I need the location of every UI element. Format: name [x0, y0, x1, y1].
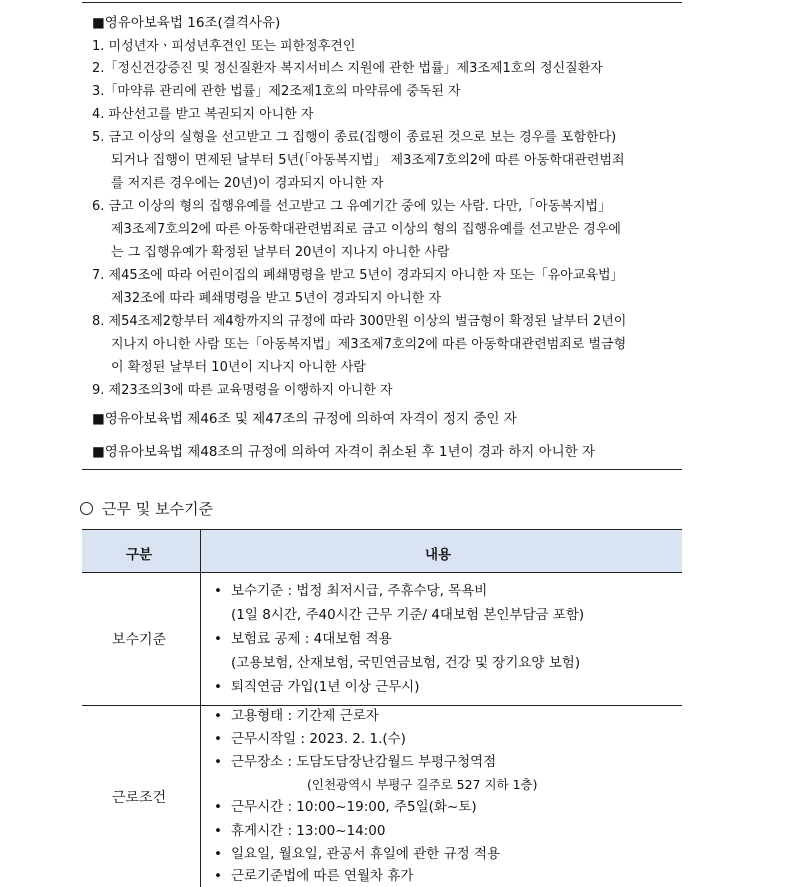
- section-title: [80, 498, 213, 519]
- table-cell-line: • 근무시작일 : 2023. 2. 1.(수): [214, 731, 406, 747]
- list-item-continued: 지나지 아니한 사람 또는「아동복지법」제3조제7호의2에 따른 아동학대관련범죄로 벌금형: [111, 337, 627, 352]
- table-cell-line: • 휴게시간 : 13:00~14:00: [214, 823, 386, 839]
- work-pay-table: [82, 529, 682, 887]
- column-header-category: 구분: [126, 547, 153, 563]
- list-item: 7. 제45조에 따라 어린이집의 폐쇄명령을 받고 5년이 경과되지 아니한 자 또는「유아교육법」: [92, 268, 624, 283]
- row-label-pay: 보수기준: [112, 632, 167, 648]
- disqualification-extra-2: ■영유아보육법 제48조의 규정에 의하여 자격이 취소된 후 1년이 경과 하지 아니한 자: [92, 444, 596, 460]
- table-cell-line: (1일 8시간, 주40시간 근무 기준/ 4대보험 본인부담금 포함): [231, 607, 585, 623]
- list-item: 5. 금고 이상의 실형을 선고받고 그 집행이 종료(집행이 종료된 것으로 보는 경우를 포함한다): [92, 130, 617, 145]
- disqualification-box: [82, 2, 682, 470]
- table-cell-line: • 고용형태 : 기간제 근로자: [214, 708, 379, 724]
- table-cell-line: (고용보험, 산재보험, 국민연금보험, 건강 및 장기요양 보험): [231, 655, 581, 671]
- table-cell-line: • 근무장소 : 도담도담장난감월드 부평구청역점: [214, 754, 497, 770]
- list-item: 4. 파산선고를 받고 복권되지 아니한 자: [92, 107, 314, 122]
- table-cell-line: • 일요일, 월요일, 관공서 휴일에 관한 규정 적용: [214, 846, 501, 862]
- table-cell-line: • 근로기준법에 따른 연월차 휴가: [214, 868, 414, 884]
- disqualification-extra-1: ■영유아보육법 제46조 및 제47조의 규정에 의하여 자격이 정지 중인 자: [92, 411, 517, 427]
- list-item-continued: 되거나 집행이 면제된 날부터 5년(「아동복지법」 제3조제7호의2에 따른 아동학대관련범죄: [111, 153, 625, 168]
- list-item-continued: 는 그 집행유예가 확정된 날부터 20년이 지나지 아니한 사람: [111, 245, 450, 260]
- table-cell-line: • 퇴직연금 가입(1년 이상 근무시): [214, 679, 420, 695]
- list-item: 9. 제23조의3에 따른 교육명령을 이행하지 아니한 자: [92, 383, 393, 398]
- column-divider: [200, 530, 201, 887]
- list-item: 1. 미성년자ㆍ피성년후견인 또는 피한정후견인: [92, 39, 356, 54]
- list-item-continued: 를 저지른 경우에는 20년)이 경과되지 아니한 자: [111, 176, 384, 191]
- table-cell-line: (인천광역시 부평구 길주로 527 지하 1층): [307, 777, 538, 792]
- list-item-continued: 이 확정된 날부터 10년이 지나지 아니한 사람: [111, 360, 366, 375]
- table-cell-line: • 보수기준 : 법정 최저시급, 주휴수당, 목욕비: [214, 583, 488, 599]
- section-title-text: 근무 및 보수기준: [102, 500, 213, 518]
- disqualification-header: ■영유아보육법 16조(결격사유): [92, 15, 281, 31]
- list-item: 3.「마약류 관리에 관한 법률」제2조제1호의 마약류에 중독된 자: [92, 84, 461, 99]
- list-item-continued: 제32조에 따라 폐쇄명령을 받고 5년이 경과되지 아니한 자: [111, 291, 442, 306]
- column-header-content: 내용: [425, 547, 452, 563]
- circle-icon: [80, 502, 93, 515]
- list-item: 2.「정신건강증진 및 정신질환자 복지서비스 지원에 관한 법률」제3조제1호의 정신질환자: [92, 61, 603, 76]
- table-header: [82, 530, 682, 573]
- list-item: 6. 금고 이상의 형의 집행유예를 선고받고 그 유예기간 중에 있는 사람. 다만,「아동복지법」: [92, 199, 612, 214]
- list-item-continued: 제3조제7호의2에 따른 아동학대관련범죄로 금고 이상의 형의 집행유예를 선고받은 경우에: [111, 222, 621, 237]
- list-item: 8. 제54조제2항부터 제4항까지의 규정에 따라 300만원 이상의 벌금형이 확정된 날부터 2년이: [92, 314, 627, 329]
- row-label-conditions: 근로조건: [112, 790, 167, 806]
- row-divider: [82, 705, 682, 706]
- table-cell-line: • 근무시간 : 10:00~19:00, 주5일(화~토): [214, 799, 477, 815]
- table-cell-line: • 보험료 공제 : 4대보험 적용: [214, 631, 392, 647]
